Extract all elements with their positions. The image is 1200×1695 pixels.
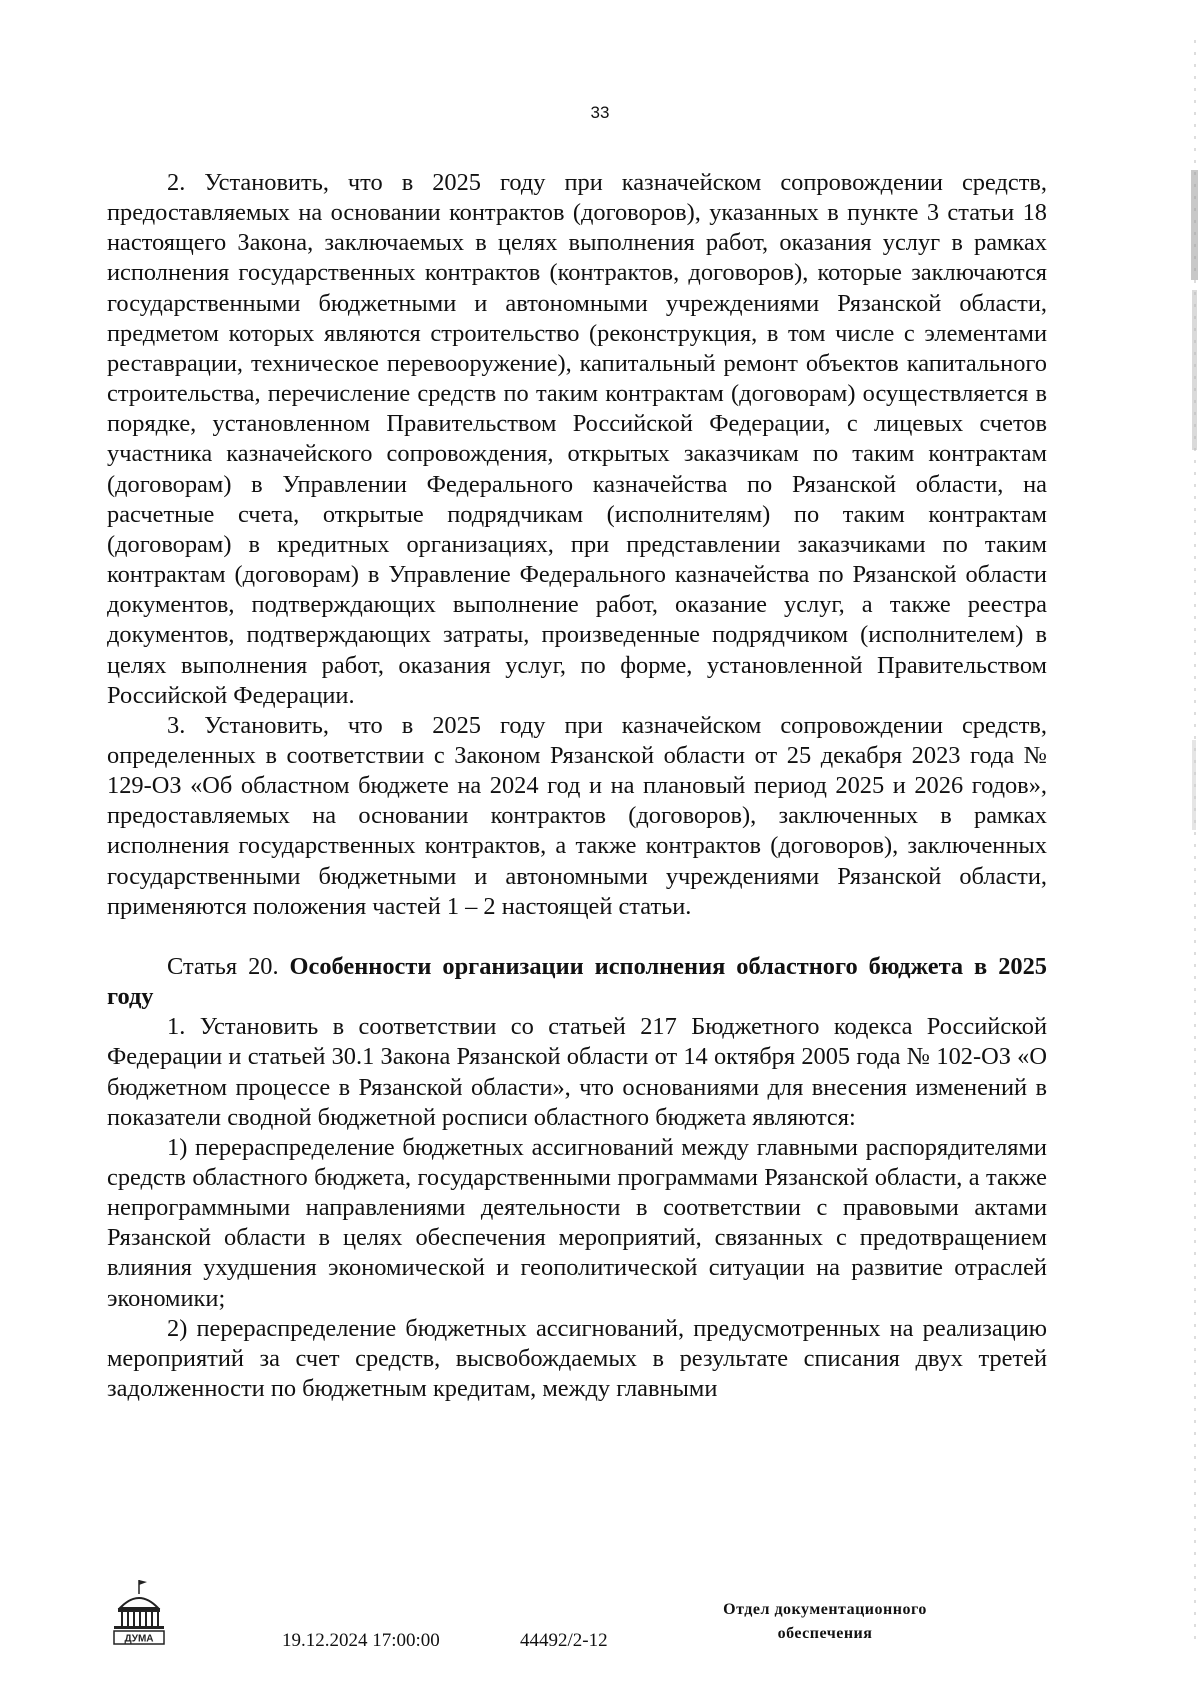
footer-date: 19.12.2024 17:00:00 bbox=[282, 1630, 440, 1651]
article-item-2: 2) перераспределение бюджетных ассигнований, предусмотренных на реализацию мероприятий за счет средств, высвобождаемых в результате списания двух третей задолженности по бюджетным кредитам, между главными bbox=[107, 1314, 1047, 1403]
article-item-1: 1) перераспределение бюджетных ассигнований между главными распорядителями средств областного бюджета, государственными программами Рязанской области, а также непрограммными направлениями деятельности в соответствии с правовыми актами Рязанской области в целях обеспечения мероприятий, связанных с предотвращением влияния ухудшения экономической и геополитической ситуации на развитие отраслей экономики; bbox=[107, 1133, 1047, 1312]
duma-logo-icon bbox=[110, 1578, 168, 1646]
footer-doc-number: 44492/2-12 bbox=[520, 1630, 608, 1651]
paragraph-2: 2. Установить, что в 2025 году при казначейском сопровождении средств, предоставляемых на основании контрактов (договоров), указанных в пункте 3 статьи 18 настоящего Закона, заключаемых в целях выполнения работ, оказания услуг в рамках исполнения государственных контрактов (контрактов, договоров), которые заключаются государственными бюджетными и автономными учреждениями Рязанской области, предметом которых являются строительство (реконструкция, в том числе с элементами реставрации, техническое перевооружение), капитальный ремонт объектов капитального строительства, перечисление средств по таким контрактам (договорам) осуществляется в порядке, установленном Правительством Российской Федерации, с лицевых счетов участника казначейского сопровождения, открытых заказчикам по таким контрактам (договорам) в Управлении Федерального казначейства по Рязанской области, на расчетные счета, открытые подрядчикам (исполнителям) по таким контрактам (договорам) в кредитных организациях, при представлении заказчиками по таким контрактам (договорам) в Управление Федерального казначейства по Рязанской области документов, подтверждающих выполнение работ, оказание услуг, а также реестра документов, подтверждающих затраты, произведенные подрядчиком (исполнителем) в целях выполнения работ, оказания услуг, по форме, установленной Правительством Российской Федерации. bbox=[107, 169, 1047, 709]
article-heading bbox=[107, 952, 1047, 1012]
article-label: Статья 20. bbox=[167, 952, 290, 980]
department-stamp bbox=[690, 1598, 960, 1646]
logo-text: ДУМА bbox=[124, 1633, 154, 1645]
paragraph-3: 3. Установить, что в 2025 году при казначейском сопровождении средств, определенных в соответствии с Законом Рязанской области от 25 декабря 2023 года № 129-ОЗ «Об областном бюджете на 2024 год и на плановый период 2025 и 2026 годов», предоставляемых на основании контрактов (договоров), заключенных в рамках исполнения государственных контрактов, а также контрактов (договоров), заключенных государственными бюджетными и автономными учреждениями Рязанской области, применяются положения частей 1 – 2 настоящей статьи. bbox=[107, 711, 1047, 920]
document-body bbox=[107, 168, 1047, 1404]
page-number: 33 bbox=[590, 103, 610, 122]
stamp-line-1: Отдел документационного bbox=[723, 1601, 927, 1618]
article-paragraph-1: 1. Установить в соответствии со статьей 217 Бюджетного кодекса Российской Федерации и статьей 30.1 Закона Рязанской области от 14 октября 2005 года № 102-ОЗ «О бюджетном процессе в Рязанской области», что основаниями для внесения изменений в показатели сводной бюджетной росписи областного бюджета являются: bbox=[107, 1013, 1047, 1131]
article-title: Особенности организации исполнения областного бюджета в 2025 году bbox=[107, 952, 1047, 1011]
stamp-line-2: обеспечения bbox=[777, 1625, 873, 1642]
scan-edge-artifact bbox=[1186, 40, 1200, 1640]
